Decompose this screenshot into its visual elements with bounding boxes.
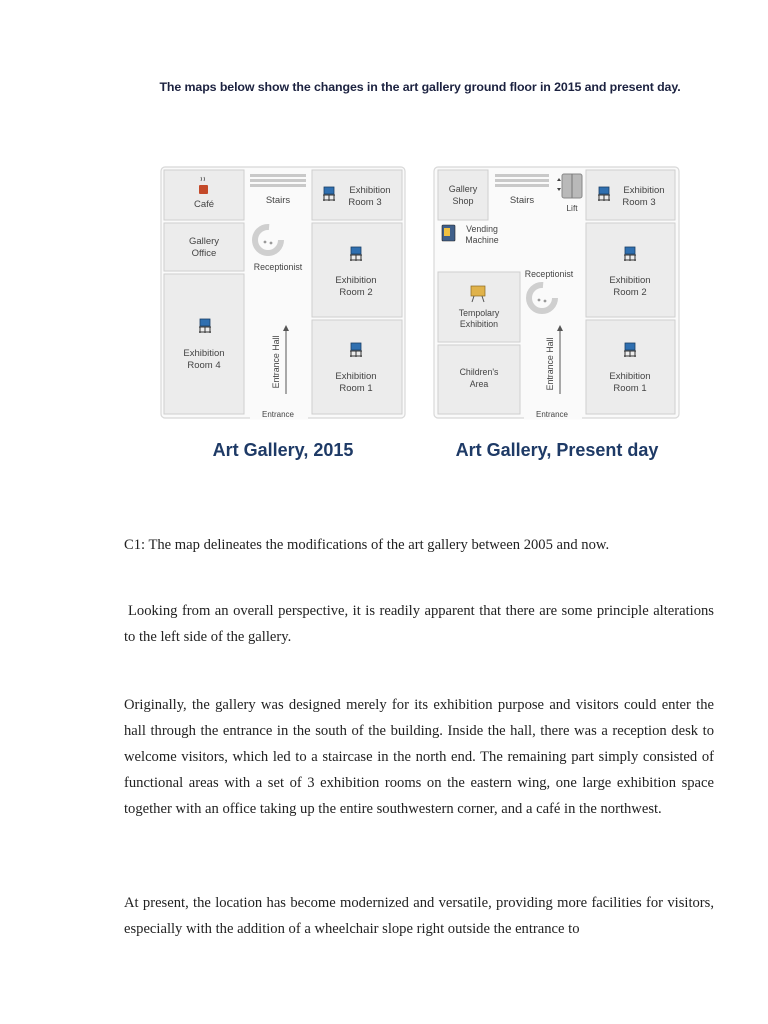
label-exhibition-1-2: Room 1: [339, 383, 373, 394]
label-entrance-hall: Entrance Hall: [545, 337, 555, 391]
label-receptionist: Receptionist: [524, 269, 574, 279]
essay-paragraph-2: Looking from an overall perspective, it is readily apparent that there are some principle alterations to the left side of the gallery.: [124, 603, 714, 645]
label-childrens-1: Children's: [459, 367, 499, 377]
room-exhibition-2: [312, 223, 402, 317]
room-gallery-shop: [438, 170, 488, 220]
label-exhibition-3-2: Room 3: [348, 197, 382, 208]
label-lift: Lift: [566, 203, 578, 213]
label-exhibition-1-1: Exhibition: [609, 371, 651, 382]
label-entrance: Entrance: [535, 410, 569, 419]
label-stairs: Stairs: [509, 195, 535, 206]
label-exhibition-3-1: Exhibition: [623, 185, 665, 196]
caption-2015: Art Gallery, 2015: [212, 440, 354, 460]
label-stairs: Stairs: [265, 195, 291, 206]
label-vending-2: Machine: [465, 235, 499, 245]
room-exhibition-1: [586, 320, 675, 414]
stairs-icon: [250, 174, 306, 187]
room-exhibition-4: [164, 274, 244, 414]
room-exhibition-1: [312, 320, 402, 414]
stairs-icon: [495, 174, 549, 187]
label-temporary-2: Exhibition: [459, 319, 499, 329]
map-present-day: [434, 167, 679, 419]
label-vending-1: Vending: [466, 224, 498, 234]
task-title: The maps below show the changes in the art gallery ground floor in 2015 and present day.: [159, 80, 681, 94]
label-gallery-office-1: Gallery: [188, 236, 220, 247]
label-childrens-2: Area: [469, 379, 489, 389]
label-exhibition-2-1: Exhibition: [335, 275, 377, 286]
essay-paragraph-3: Originally, the gallery was designed merely for its exhibition purpose and visitors could enter the hall through the entrance in the south of the building. Inside the hall, there was a reception desk to welcome visitors, which led to a staircase in the north end. The remaining part simply consisted of functional areas with a set of 3 exhibition rooms on the eastern wing, one large exhibition space together with an office taking up the entire southwestern corner, and a café in the northwest.: [124, 697, 714, 817]
caption-present-day: Art Gallery, Present day: [455, 440, 659, 460]
label-exhibition-2-1: Exhibition: [609, 275, 651, 286]
label-gallery-shop-1: Gallery: [448, 184, 478, 194]
label-receptionist: Receptionist: [253, 262, 303, 272]
label-entrance-hall: Entrance Hall: [271, 335, 281, 389]
label-exhibition-2-2: Room 2: [339, 287, 373, 298]
label-gallery-office-2: Office: [191, 248, 217, 259]
label-exhibition-4-1: Exhibition: [183, 348, 225, 359]
label-gallery-shop-2: Shop: [452, 196, 474, 206]
label-exhibition-2-2: Room 2: [613, 287, 647, 298]
room-temporary-exhibition: [438, 272, 520, 342]
label-temporary-1: Tempolary: [458, 308, 500, 318]
map-2015: [161, 167, 405, 419]
vending-machine-icon: [442, 225, 455, 241]
label-exhibition-1-1: Exhibition: [335, 371, 377, 382]
label-exhibition-1-2: Room 1: [613, 383, 647, 394]
label-exhibition-3-1: Exhibition: [349, 185, 391, 196]
essay-paragraph-4: At present, the location has become modernized and versatile, providing more facilities for visitors, especially with the addition of a wheelchair slope right outside the entrance to: [124, 895, 714, 937]
room-exhibition-2: [586, 223, 675, 317]
floor-plan-figure: [0, 150, 768, 470]
label-entrance: Entrance: [261, 410, 295, 419]
label-cafe: Café: [193, 199, 215, 210]
label-exhibition-4-2: Room 4: [187, 360, 221, 371]
label-exhibition-3-2: Room 3: [622, 197, 656, 208]
essay-paragraph-1: C1: The map delineates the modifications of the art gallery between 2005 and now.: [124, 537, 610, 553]
room-gallery-office: [164, 223, 244, 271]
